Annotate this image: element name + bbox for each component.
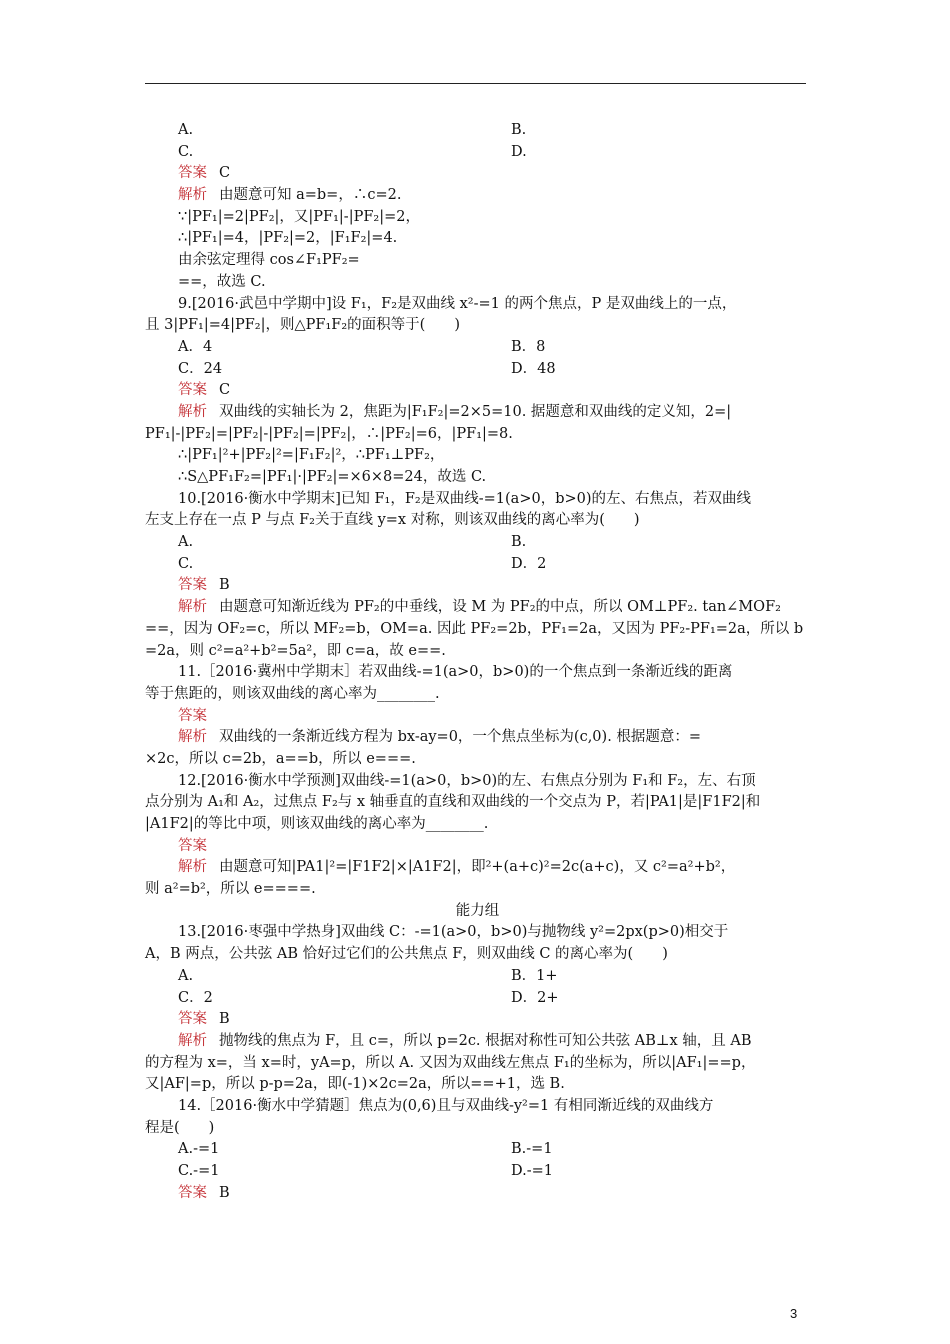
continuation-line: ×2c，所以 c=2b，a==b，所以 e===.: [145, 750, 416, 767]
option-right: B.: [511, 122, 527, 138]
page-number: 3: [790, 1306, 798, 1321]
analysis-line: [145, 727, 810, 749]
question-line: 14.［2016·衡水中学猜题］焦点为(0,6)且与双曲线-y²=1 有相同渐近线的双曲线方: [178, 1097, 714, 1114]
option-row: [145, 120, 810, 142]
option-right: D．48: [511, 360, 556, 377]
question-line: 11.［2016·冀州中学期末］若双曲线-=1(a>0，b>0)的一个焦点到一条渐近线的距离: [178, 664, 733, 681]
answer-line: [145, 1183, 810, 1205]
text-line: ∵|PF₁|=2|PF₂|，又|PF₁|-|PF₂|=2，: [178, 208, 420, 225]
continuation-line: 等于焦距的，则该双曲线的离心率为________.: [145, 685, 440, 702]
option-right: D.-=1: [511, 1163, 553, 1179]
continuation-line: 且 3|PF₁|=4|PF₂|，则△PF₁F₂的面积等于( ): [145, 317, 460, 334]
document-body: [145, 120, 810, 1204]
option-row: [145, 1161, 810, 1183]
question-line: 10.[2016·衡水中学期末]已知 F₁，F₂是双曲线-=1(a>0，b>0)的左、右焦点，若双曲线: [178, 490, 752, 507]
analysis-label: 解析: [178, 187, 207, 204]
option-right: B．8: [511, 338, 546, 355]
analysis-label: 解析: [178, 403, 207, 420]
option-row: [145, 554, 810, 576]
question-line: 12.[2016·衡水中学预测]双曲线-=1(a>0，b>0)的左、右焦点分别为 F₁和 F₂，左、右顶: [178, 772, 756, 789]
answer-line: [145, 836, 810, 858]
continuation-line: 左支上存在一点 P 与点 F₂关于直线 y=x 对称，则该双曲线的离心率为( ): [145, 512, 640, 529]
continuation-line: =2a，则 c²=a²+b²=5a²，即 c=a，故 e==.: [145, 642, 446, 659]
analysis-label: 解析: [178, 599, 207, 616]
analysis-line: [145, 402, 810, 424]
text-line: ∴|PF₁|=4，|PF₂|=2，|F₁F₂|=4.: [178, 230, 398, 247]
answer-line: [145, 1009, 810, 1031]
header-rule: [145, 83, 806, 84]
answer-text: B: [219, 1184, 230, 1201]
answer-label: 答案: [178, 837, 207, 854]
option-left: C．24: [178, 360, 223, 377]
analysis-line: [145, 597, 810, 619]
analysis-label: 解析: [178, 859, 207, 876]
option-left: C.: [178, 555, 194, 572]
option-row: [145, 988, 810, 1010]
answer-label: 答案: [178, 382, 207, 399]
option-left: C.-=1: [178, 1163, 220, 1179]
option-left: A.: [178, 122, 194, 138]
text-line: ∴|PF₁|²+|PF₂|²=|F₁F₂|²，∴PF₁⊥PF₂，: [178, 447, 445, 464]
option-left: A.-=1: [178, 1141, 220, 1158]
analysis-text: 由题意可知 a=b=，∴c=2.: [219, 187, 402, 204]
option-right: D．2: [511, 555, 547, 572]
answer-label: 答案: [178, 1184, 207, 1201]
option-left: A．4: [178, 338, 213, 355]
option-right: B.: [511, 534, 527, 551]
answer-label: 答案: [178, 165, 207, 182]
answer-line: [145, 380, 810, 402]
continuation-line: 程是( ): [145, 1119, 215, 1136]
option-right: B.-=1: [511, 1141, 553, 1158]
question-line: 13.[2016·枣强中学热身]双曲线 C：-=1(a>0，b>0)与抛物线 y²=2px(p>0)相交于: [178, 924, 729, 941]
analysis-text: 双曲线的实轴长为 2，焦距为|F₁F₂|=2×5=10. 据题意和双曲线的定义知，2=|: [219, 403, 732, 420]
answer-text: C: [219, 382, 231, 399]
analysis-label: 解析: [178, 1032, 207, 1049]
option-row: [145, 532, 810, 554]
answer-label: 答案: [178, 577, 207, 594]
answer-label: 答案: [178, 707, 207, 724]
option-row: [145, 1139, 810, 1161]
option-row: [145, 337, 810, 359]
continuation-line: 又|AF|=p，所以 p-p=2a，即(-1)×2c=2a，所以==+1，选 B.: [145, 1076, 565, 1093]
section-heading: 能力组: [455, 902, 500, 919]
continuation-line: ==，因为 OF₂=c，所以 MF₂=b，OM=a. 因此 PF₂=2b，PF₁=2a，又因为 PF₂-PF₁=2a，所以 b: [145, 620, 804, 637]
analysis-line: [145, 1031, 810, 1053]
analysis-text: 由题意可知|PA1|²=|F1F2|×|A1F2|，即²+(a+c)²=2c(a+c)，又 c²=a²+b²，: [219, 859, 736, 876]
answer-line: [145, 575, 810, 597]
option-left: A.: [178, 967, 194, 984]
continuation-line: 的方程为 x=，当 x=时，yA=p，所以 A. 又因为双曲线左焦点 F₁的坐标为，所以|AF₁|==p，: [145, 1054, 756, 1071]
answer-line: [145, 163, 810, 185]
answer-label: 答案: [178, 1011, 207, 1028]
analysis-label: 解析: [178, 729, 207, 746]
option-row: [145, 966, 810, 988]
analysis-text: 抛物线的焦点为 F，且 c=，所以 p=2c. 根据对称性可知公共弦 AB⊥x 轴，且 AB: [219, 1032, 752, 1049]
answer-text: B: [219, 1011, 230, 1028]
option-left: C．2: [178, 989, 213, 1006]
text-line: 由余弦定理得 cos∠F₁PF₂=: [178, 252, 360, 269]
option-right: D．2+: [511, 989, 559, 1006]
question-line: 9.[2016·武邑中学期中]设 F₁，F₂是双曲线 x²-=1 的两个焦点，P 是双曲线上的一点，: [178, 295, 737, 312]
answer-text: B: [219, 577, 230, 594]
option-right: B．1+: [511, 967, 558, 984]
continuation-line: |A1F2|的等比中项，则该双曲线的离心率为________.: [145, 816, 489, 832]
option-row: [145, 142, 810, 164]
continuation-line: 点分别为 A₁和 A₂，过焦点 F₂与 x 轴垂直的直线和双曲线的一个交点为 P，若|PA1|是|F1F2|和: [145, 794, 761, 811]
option-row: [145, 359, 810, 381]
continuation-line: 则 a²=b²，所以 e====.: [145, 881, 316, 898]
continuation-line: A，B 两点，公共弦 AB 恰好过它们的公共焦点 F，则双曲线 C 的离心率为( ): [145, 946, 668, 963]
text-line: ∴S△PF₁F₂=|PF₁|·|PF₂|=×6×8=24，故选 C.: [178, 469, 487, 485]
continuation-line: PF₁|-|PF₂|=|PF₂|-|PF₂|=|PF₂|，∴|PF₂|=6，|PF₁|=8.: [145, 425, 513, 442]
analysis-line: [145, 857, 810, 879]
analysis-text: 双曲线的一条渐近线方程为 bx-ay=0，一个焦点坐标为(c,0). 根据题意：=: [219, 729, 702, 746]
text-line: ==，故选 C.: [178, 273, 266, 290]
option-left: A.: [178, 534, 194, 551]
option-left: C.: [178, 143, 194, 160]
answer-line: [145, 706, 810, 728]
analysis-text: 由题意可知渐近线为 PF₂的中垂线，设 M 为 PF₂的中点，所以 OM⊥PF₂. tan∠MOF₂: [219, 599, 781, 616]
analysis-line: [145, 185, 810, 207]
answer-text: C: [219, 165, 231, 182]
option-right: D.: [511, 143, 527, 160]
